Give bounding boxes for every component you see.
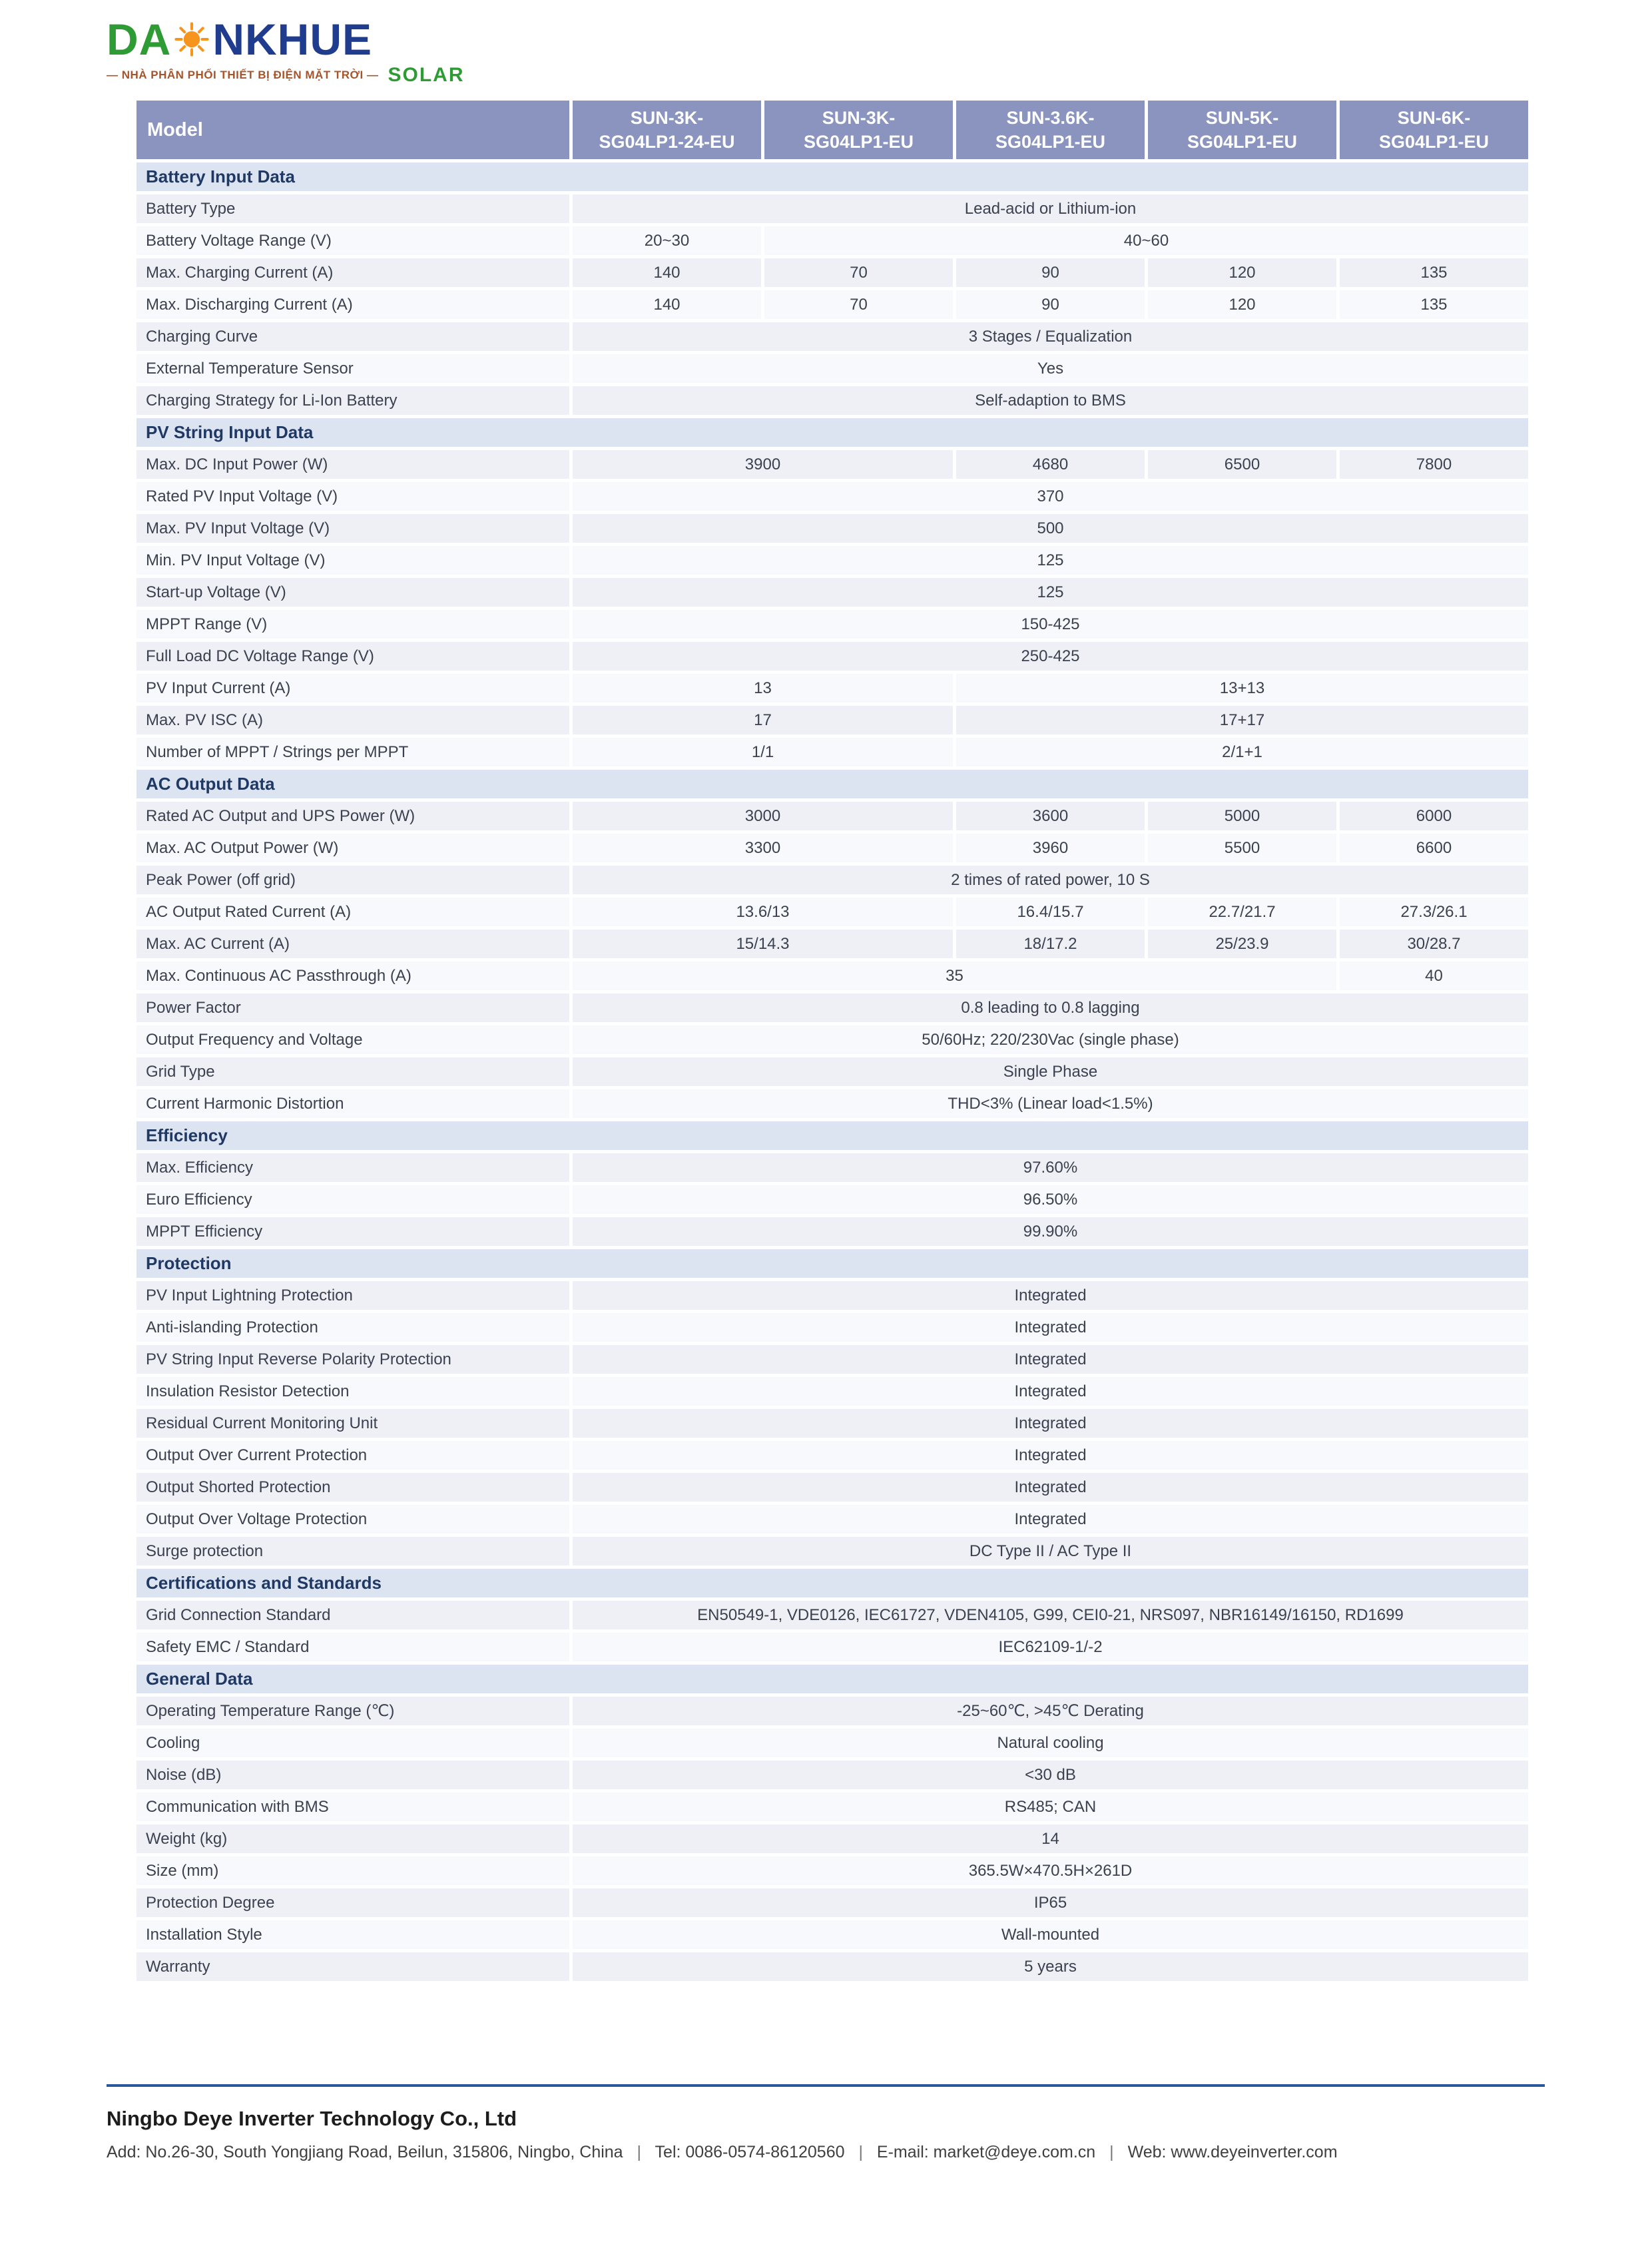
separator: | xyxy=(1109,2143,1114,2161)
spec-value-cell: IEC62109-1/-2 xyxy=(573,1633,1528,1661)
spec-value-cell: 40 xyxy=(1340,962,1528,990)
spec-value-cell: 500 xyxy=(573,514,1528,543)
spec-value-cell: 2 times of rated power, 10 S xyxy=(573,866,1528,894)
table-row xyxy=(137,1633,1528,1661)
table-row xyxy=(137,962,1528,990)
table-row xyxy=(137,930,1528,958)
spec-value-cell: 3960 xyxy=(956,834,1145,862)
model-name-line2: SG04LP1-EU xyxy=(1187,132,1298,152)
spec-value-cell: 250-425 xyxy=(573,642,1528,671)
spec-row-label: Max. DC Input Power (W) xyxy=(137,450,569,479)
table-row xyxy=(137,1217,1528,1246)
spec-value-cell: 1/1 xyxy=(573,738,953,766)
model-name-line1: SUN-3K- xyxy=(630,108,704,128)
spec-value-cell: THD<3% (Linear load<1.5%) xyxy=(573,1089,1528,1118)
spec-row-label: Protection Degree xyxy=(137,1888,569,1917)
model-header-label: Model xyxy=(137,101,569,159)
table-row xyxy=(137,578,1528,607)
spec-value-cell: Integrated xyxy=(573,1345,1528,1374)
table-row xyxy=(137,1473,1528,1502)
table-row xyxy=(137,194,1528,223)
spec-row-label: PV String Input Reverse Polarity Protection xyxy=(137,1345,569,1374)
phone-text: Tel: 0086-0574-86120560 xyxy=(655,2143,845,2161)
table-row xyxy=(137,866,1528,894)
spec-value-cell: 25/23.9 xyxy=(1148,930,1336,958)
spec-value-cell: 140 xyxy=(573,290,761,319)
table-row xyxy=(137,546,1528,575)
spec-value-cell: RS485; CAN xyxy=(573,1793,1528,1821)
spec-value-cell: 70 xyxy=(764,290,953,319)
table-row xyxy=(137,290,1528,319)
spec-value-cell: EN50549-1, VDE0126, IEC61727, VDEN4105, G99, CEI0-21, NRS097, NBR16149/16150, RD1699 xyxy=(573,1601,1528,1629)
spec-row-label: AC Output Rated Current (A) xyxy=(137,898,569,926)
logo-solar: SOLAR xyxy=(388,64,465,86)
logo-text-nkhue: NKHUE xyxy=(212,15,373,64)
logo-tagline: — NHÀ PHÂN PHỐI THIẾT BỊ ĐIỆN MẶT TRỜI — xyxy=(107,69,379,81)
spec-value-cell: 50/60Hz; 220/230Vac (single phase) xyxy=(573,1025,1528,1054)
section-row xyxy=(137,1665,1528,1693)
spec-value-cell: Self-adaption to BMS xyxy=(573,386,1528,415)
spec-row-label: Max. AC Output Power (W) xyxy=(137,834,569,862)
model-header-row xyxy=(137,101,1528,159)
spec-value-cell: 40~60 xyxy=(764,226,1528,255)
spec-row-label: PV Input Lightning Protection xyxy=(137,1281,569,1310)
model-name-line1: SUN-3.6K- xyxy=(1006,108,1095,128)
table-row xyxy=(137,1153,1528,1182)
spec-value-cell: 5500 xyxy=(1148,834,1336,862)
table-row xyxy=(137,1281,1528,1310)
section-title: Certifications and Standards xyxy=(137,1569,1528,1597)
table-row xyxy=(137,514,1528,543)
sun-icon xyxy=(173,22,210,57)
spec-value-cell: 7800 xyxy=(1340,450,1528,479)
spec-value-cell: 370 xyxy=(573,482,1528,511)
spec-row-label: Max. Continuous AC Passthrough (A) xyxy=(137,962,569,990)
spec-value-cell: 13.6/13 xyxy=(573,898,953,926)
spec-value-cell: 5000 xyxy=(1148,802,1336,830)
spec-row-label: MPPT Efficiency xyxy=(137,1217,569,1246)
model-name-line2: SG04LP1-EU xyxy=(803,132,914,152)
table-row xyxy=(137,258,1528,287)
table-row xyxy=(137,802,1528,830)
table-row xyxy=(137,354,1528,383)
spec-value-cell: 3900 xyxy=(573,450,953,479)
spec-row-label: Output Over Voltage Protection xyxy=(137,1505,569,1534)
model-column-header xyxy=(1340,101,1528,159)
table-row xyxy=(137,1824,1528,1853)
table-row xyxy=(137,610,1528,639)
spec-value-cell: 90 xyxy=(956,290,1145,319)
section-title: PV String Input Data xyxy=(137,418,1528,447)
spec-row-label: Communication with BMS xyxy=(137,1793,569,1821)
spec-row-label: Battery Type xyxy=(137,194,569,223)
spec-row-label: Weight (kg) xyxy=(137,1824,569,1853)
spec-value-cell: 99.90% xyxy=(573,1217,1528,1246)
section-row xyxy=(137,1569,1528,1597)
spec-value-cell: IP65 xyxy=(573,1888,1528,1917)
spec-row-label: Euro Efficiency xyxy=(137,1185,569,1214)
spec-value-cell: 150-425 xyxy=(573,610,1528,639)
spec-value-cell: 70 xyxy=(764,258,953,287)
spec-row-label: Output Shorted Protection xyxy=(137,1473,569,1502)
company-name: Ningbo Deye Inverter Technology Co., Ltd xyxy=(107,2107,517,2130)
spec-value-cell: 140 xyxy=(573,258,761,287)
spec-value-cell: 3000 xyxy=(573,802,953,830)
model-column-header xyxy=(1148,101,1336,159)
separator: | xyxy=(858,2143,863,2161)
spec-row-label: Insulation Resistor Detection xyxy=(137,1377,569,1406)
spec-row-label: Full Load DC Voltage Range (V) xyxy=(137,642,569,671)
spec-value-cell: 125 xyxy=(573,578,1528,607)
spec-value-cell: 27.3/26.1 xyxy=(1340,898,1528,926)
spec-row-label: Grid Connection Standard xyxy=(137,1601,569,1629)
spec-value-cell: 120 xyxy=(1148,258,1336,287)
spec-value-cell: Integrated xyxy=(573,1473,1528,1502)
spec-value-cell: 30/28.7 xyxy=(1340,930,1528,958)
table-row xyxy=(137,1888,1528,1917)
table-row xyxy=(137,1505,1528,1534)
footer-divider xyxy=(107,2084,1545,2087)
spec-value-cell: 90 xyxy=(956,258,1145,287)
logo xyxy=(107,17,1652,87)
model-name-line2: SG04LP1-EU xyxy=(995,132,1106,152)
table-row xyxy=(137,1920,1528,1949)
table-row xyxy=(137,1089,1528,1118)
website-text: Web: www.deyeinverter.com xyxy=(1127,2143,1338,2161)
table-row xyxy=(137,642,1528,671)
spec-row-label: Power Factor xyxy=(137,993,569,1022)
table-row xyxy=(137,322,1528,351)
spec-row-label: Max. PV ISC (A) xyxy=(137,706,569,734)
spec-value-cell: 17+17 xyxy=(956,706,1528,734)
table-row xyxy=(137,834,1528,862)
spec-row-label: Charging Strategy for Li-Ion Battery xyxy=(137,386,569,415)
spec-value-cell: Integrated xyxy=(573,1409,1528,1438)
spec-value-cell: 135 xyxy=(1340,290,1528,319)
spec-value-cell: 4680 xyxy=(956,450,1145,479)
spec-value-cell: 6600 xyxy=(1340,834,1528,862)
table-row xyxy=(137,226,1528,255)
footer xyxy=(107,2084,1545,2162)
spec-row-label: Installation Style xyxy=(137,1920,569,1949)
table-row xyxy=(137,898,1528,926)
table-row xyxy=(137,993,1528,1022)
spec-row-label: Output Frequency and Voltage xyxy=(137,1025,569,1054)
spec-row-label: PV Input Current (A) xyxy=(137,674,569,702)
table-row xyxy=(137,1697,1528,1725)
spec-row-label: Cooling xyxy=(137,1729,569,1757)
spec-row-label: Operating Temperature Range (℃) xyxy=(137,1697,569,1725)
table-row xyxy=(137,1313,1528,1342)
spec-value-cell: DC Type II / AC Type II xyxy=(573,1537,1528,1565)
address-text: Add: No.26-30, South Yongjiang Road, Beilun, 315806, Ningbo, China xyxy=(107,2143,623,2161)
spec-value-cell: Integrated xyxy=(573,1313,1528,1342)
spec-row-label: Max. AC Current (A) xyxy=(137,930,569,958)
table-row xyxy=(137,1952,1528,1981)
section-title: Battery Input Data xyxy=(137,162,1528,191)
logo-text-da: DA xyxy=(107,15,172,64)
spec-value-cell: 0.8 leading to 0.8 lagging xyxy=(573,993,1528,1022)
table-row xyxy=(137,1856,1528,1885)
spec-value-cell: 13+13 xyxy=(956,674,1528,702)
spec-row-label: Peak Power (off grid) xyxy=(137,866,569,894)
spec-row-label: Anti-islanding Protection xyxy=(137,1313,569,1342)
spec-row-label: Number of MPPT / Strings per MPPT xyxy=(137,738,569,766)
spec-row-label: Charging Curve xyxy=(137,322,569,351)
table-row xyxy=(137,1057,1528,1086)
section-row xyxy=(137,1121,1528,1150)
spec-value-cell: 20~30 xyxy=(573,226,761,255)
table-row xyxy=(137,450,1528,479)
spec-row-label: Battery Voltage Range (V) xyxy=(137,226,569,255)
spec-value-cell: Integrated xyxy=(573,1505,1528,1534)
spec-value-cell: Yes xyxy=(573,354,1528,383)
spec-row-label: Output Over Current Protection xyxy=(137,1441,569,1470)
spec-row-label: MPPT Range (V) xyxy=(137,610,569,639)
table-row xyxy=(137,1025,1528,1054)
spec-value-cell: 17 xyxy=(573,706,953,734)
table-row xyxy=(137,1729,1528,1757)
spec-row-label: Rated PV Input Voltage (V) xyxy=(137,482,569,511)
spec-value-cell: 13 xyxy=(573,674,953,702)
spec-value-cell: 3 Stages / Equalization xyxy=(573,322,1528,351)
model-name-line2: SG04LP1-24-EU xyxy=(599,132,735,152)
spec-value-cell: 135 xyxy=(1340,258,1528,287)
section-row xyxy=(137,1249,1528,1278)
spec-row-label: Max. Charging Current (A) xyxy=(137,258,569,287)
spec-row-label: Grid Type xyxy=(137,1057,569,1086)
section-row xyxy=(137,162,1528,191)
table-row xyxy=(137,1377,1528,1406)
table-row xyxy=(137,1601,1528,1629)
model-column-header xyxy=(573,101,761,159)
spec-row-label: Rated AC Output and UPS Power (W) xyxy=(137,802,569,830)
spec-value-cell: 6000 xyxy=(1340,802,1528,830)
spec-value-cell: 120 xyxy=(1148,290,1336,319)
spec-value-cell: 2/1+1 xyxy=(956,738,1528,766)
spec-value-cell: 97.60% xyxy=(573,1153,1528,1182)
spec-value-cell: 18/17.2 xyxy=(956,930,1145,958)
spec-row-label: Safety EMC / Standard xyxy=(137,1633,569,1661)
model-column-header xyxy=(764,101,953,159)
section-title: Protection xyxy=(137,1249,1528,1278)
table-row xyxy=(137,482,1528,511)
section-row xyxy=(137,770,1528,798)
table-row xyxy=(137,1537,1528,1565)
table-row xyxy=(137,674,1528,702)
section-title: AC Output Data xyxy=(137,770,1528,798)
spec-row-label: Max. PV Input Voltage (V) xyxy=(137,514,569,543)
spec-value-cell: Natural cooling xyxy=(573,1729,1528,1757)
separator: | xyxy=(637,2143,642,2161)
spec-value-cell: 14 xyxy=(573,1824,1528,1853)
model-column-header xyxy=(956,101,1145,159)
spec-row-label: Surge protection xyxy=(137,1537,569,1565)
table-row xyxy=(137,1345,1528,1374)
spec-row-label: Max. Efficiency xyxy=(137,1153,569,1182)
spec-value-cell: 22.7/21.7 xyxy=(1148,898,1336,926)
spec-value-cell: 3300 xyxy=(573,834,953,862)
table-row xyxy=(137,1185,1528,1214)
spec-value-cell: Integrated xyxy=(573,1281,1528,1310)
table-row xyxy=(137,1409,1528,1438)
spec-value-cell: 3600 xyxy=(956,802,1145,830)
spec-row-label: Current Harmonic Distortion xyxy=(137,1089,569,1118)
section-title: Efficiency xyxy=(137,1121,1528,1150)
table-row xyxy=(137,1761,1528,1789)
contact-line xyxy=(107,2143,1545,2162)
spec-value-cell: 365.5W×470.5H×261D xyxy=(573,1856,1528,1885)
spec-row-label: Noise (dB) xyxy=(137,1761,569,1789)
email-text: E-mail: market@deye.com.cn xyxy=(876,2143,1096,2161)
spec-row-label: External Temperature Sensor xyxy=(137,354,569,383)
table-row xyxy=(137,1793,1528,1821)
spec-value-cell: Wall-mounted xyxy=(573,1920,1528,1949)
table-row xyxy=(137,386,1528,415)
spec-row-label: Max. Discharging Current (A) xyxy=(137,290,569,319)
spec-value-cell: 6500 xyxy=(1148,450,1336,479)
section-row xyxy=(137,418,1528,447)
spec-value-cell: Single Phase xyxy=(573,1057,1528,1086)
logo-wordmark xyxy=(107,15,1652,64)
spec-row-label: Min. PV Input Voltage (V) xyxy=(137,546,569,575)
spec-value-cell: 16.4/15.7 xyxy=(956,898,1145,926)
table-row xyxy=(137,706,1528,734)
spec-table xyxy=(133,97,1531,1984)
spec-value-cell: 35 xyxy=(573,962,1336,990)
spec-value-cell: 15/14.3 xyxy=(573,930,953,958)
table-row xyxy=(137,1441,1528,1470)
spec-value-cell: Integrated xyxy=(573,1377,1528,1406)
spec-value-cell: 5 years xyxy=(573,1952,1528,1981)
spec-row-label: Start-up Voltage (V) xyxy=(137,578,569,607)
spec-row-label: Residual Current Monitoring Unit xyxy=(137,1409,569,1438)
spec-value-cell: 96.50% xyxy=(573,1185,1528,1214)
logo-subtitle xyxy=(107,64,1652,87)
table-row xyxy=(137,738,1528,766)
spec-value-cell: -25~60℃, >45℃ Derating xyxy=(573,1697,1528,1725)
section-title: General Data xyxy=(137,1665,1528,1693)
spec-value-cell: Integrated xyxy=(573,1441,1528,1470)
model-name-line1: SUN-5K- xyxy=(1205,108,1279,128)
model-name-line2: SG04LP1-EU xyxy=(1378,132,1490,152)
spec-value-cell: Lead-acid or Lithium-ion xyxy=(573,194,1528,223)
model-name-line1: SUN-6K- xyxy=(1397,108,1471,128)
spec-value-cell: <30 dB xyxy=(573,1761,1528,1789)
spec-value-cell: 125 xyxy=(573,546,1528,575)
spec-row-label: Size (mm) xyxy=(137,1856,569,1885)
spec-row-label: Warranty xyxy=(137,1952,569,1981)
model-name-line1: SUN-3K- xyxy=(822,108,896,128)
